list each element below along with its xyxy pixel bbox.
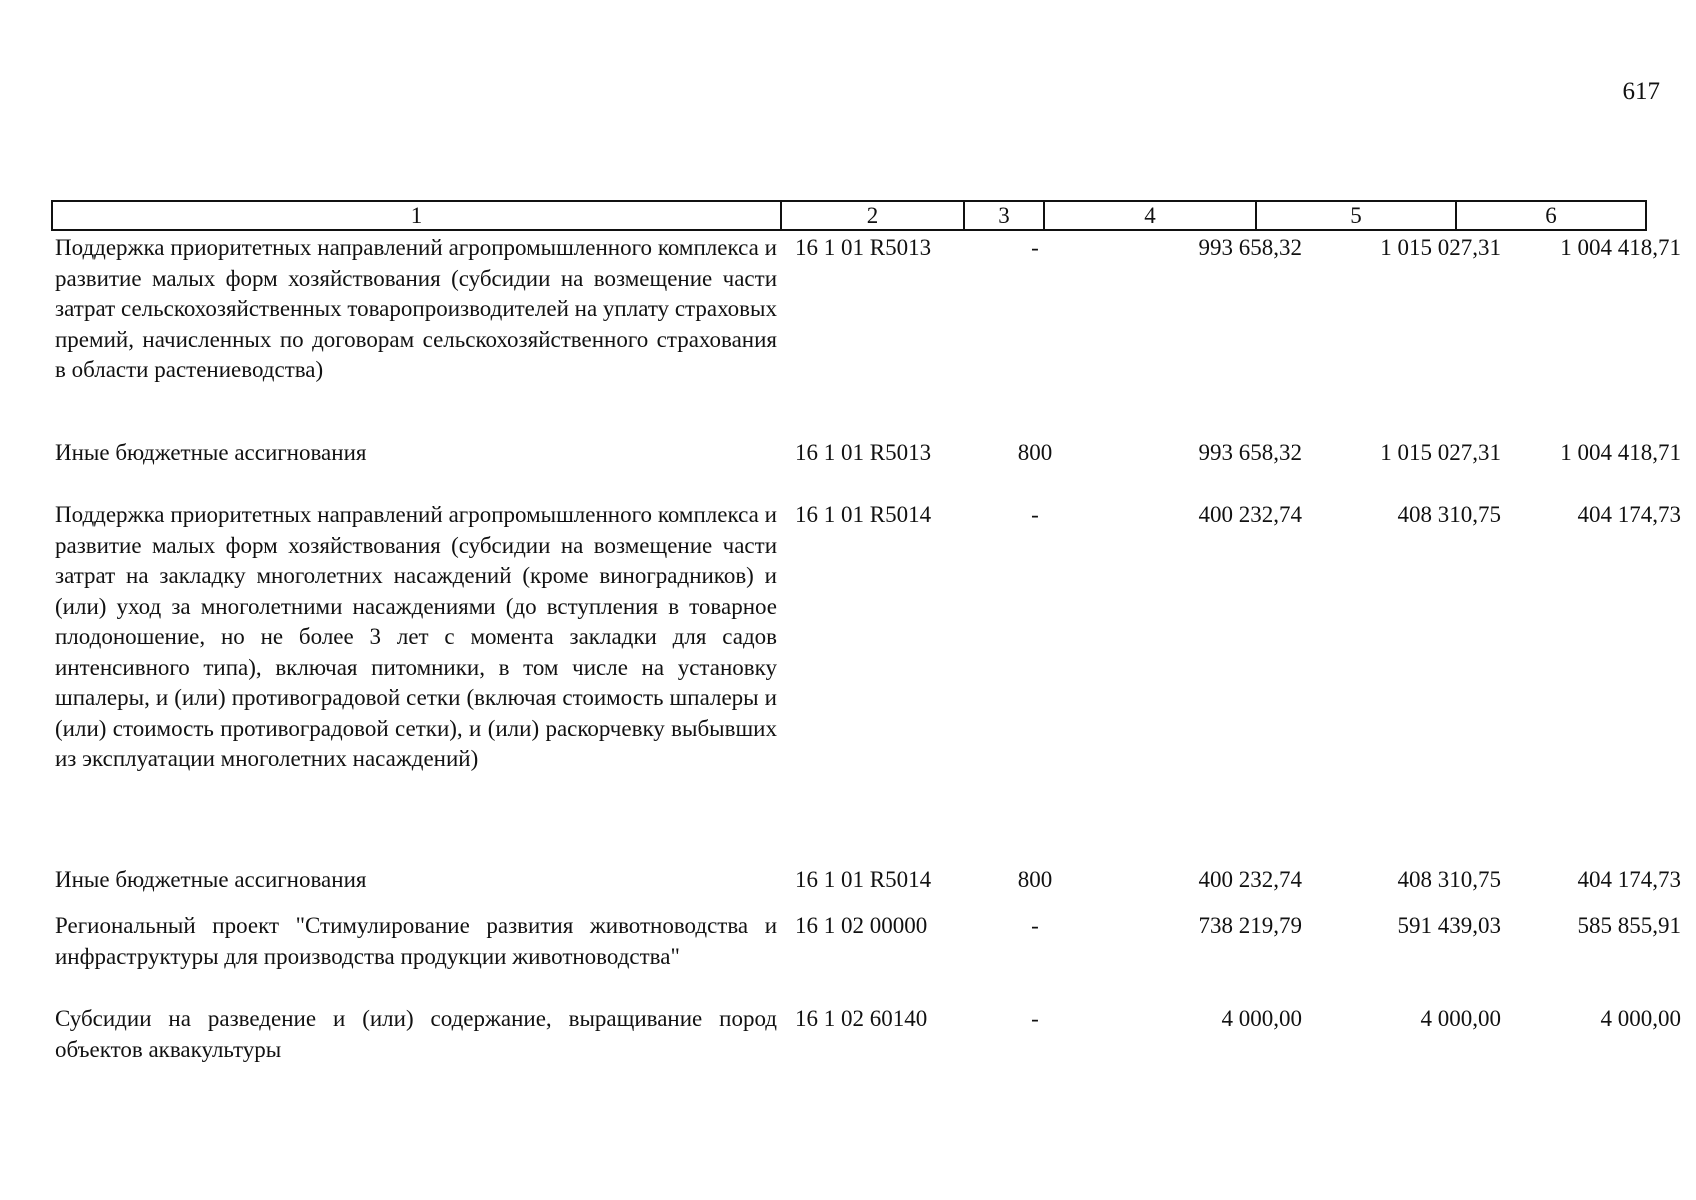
row-code: 16 1 02 60140: [795, 1006, 928, 1031]
row-value-2: 408 310,75: [1397, 502, 1501, 527]
row-value-2: 591 439,03: [1397, 913, 1501, 938]
row-value-1: 400 232,74: [1198, 502, 1302, 527]
row-value-3: 585 855,91: [1577, 913, 1681, 938]
row-name: Иные бюджетные ассигнования: [55, 867, 367, 892]
row-code: 16 1 01 R5014: [795, 502, 932, 527]
page-number: 617: [1622, 78, 1660, 105]
row-value-3: 404 174,73: [1577, 867, 1681, 892]
row-value-1: 993 658,32: [1198, 440, 1302, 465]
header-cell-3: 3: [965, 202, 1045, 229]
row-value-2: 408 310,75: [1397, 867, 1501, 892]
row-name: Поддержка приоритетных направлений агропромышленного комплекса и развитие малых форм хозяйствования (субсидии на возмещение части затрат на закладку многолетних насаждений (кроме виноградников) и (или) уход за многолетними насаждениями (до вступления в товарное плодоношение, но не более 3 лет с момента закладки для садов интенсивного типа), включая питомники, в том числе на установку шпалеры, и (или) противоградовой сетки (включая стоимость шпалеры и (или) стоимость противоградовой сетки), и (или) раскорчевку выбывших из эксплуатации многолетних насаждений): [55, 502, 777, 771]
row-name: Субсидии на разведение и (или) содержание, выращивание пород объектов аквакультуры: [55, 1006, 777, 1062]
row-value-1: 993 658,32: [1198, 235, 1302, 260]
row-type: 800: [1017, 867, 1053, 892]
row-code: 16 1 01 R5013: [795, 235, 932, 260]
header-cell-5: 5: [1257, 202, 1457, 229]
row-name: Иные бюджетные ассигнования: [55, 440, 367, 465]
row-type: -: [1031, 913, 1039, 938]
row-value-3: 4 000,00: [1600, 1006, 1681, 1031]
row-value-1: 400 232,74: [1198, 867, 1302, 892]
row-name: Региональный проект "Стимулирование развития животноводства и инфраструктуры для производства продукции животноводства": [55, 913, 777, 969]
row-value-3: 1 004 418,71: [1560, 440, 1681, 465]
row-type: -: [1031, 235, 1039, 260]
row-value-2: 4 000,00: [1420, 1006, 1501, 1031]
row-code: 16 1 01 R5014: [795, 867, 932, 892]
row-code: 16 1 01 R5013: [795, 440, 932, 465]
row-value-3: 404 174,73: [1577, 502, 1681, 527]
row-type: 800: [1017, 440, 1053, 465]
header-cell-6: 6: [1545, 203, 1557, 228]
row-name: Поддержка приоритетных направлений агропромышленного комплекса и развитие малых форм хозяйствования (субсидии на возмещение части затрат сельскохозяйственных товаропроизводителей на уплату страховых премий, начисленных по договорам сельскохозяйственного страхования в области растениеводства): [55, 235, 777, 382]
row-value-2: 1 015 027,31: [1380, 440, 1501, 465]
row-type: -: [1031, 502, 1039, 527]
table-header-row: [51, 200, 1647, 231]
row-value-1: 738 219,79: [1198, 913, 1302, 938]
row-code: 16 1 02 00000: [795, 913, 928, 938]
row-value-3: 1 004 418,71: [1560, 235, 1681, 260]
row-type: -: [1031, 1006, 1039, 1031]
header-cell-1: 1: [53, 202, 782, 229]
header-cell-4: 4: [1045, 202, 1257, 229]
header-cell-2: 2: [782, 202, 965, 229]
row-value-2: 1 015 027,31: [1380, 235, 1501, 260]
row-value-1: 4 000,00: [1221, 1006, 1302, 1031]
